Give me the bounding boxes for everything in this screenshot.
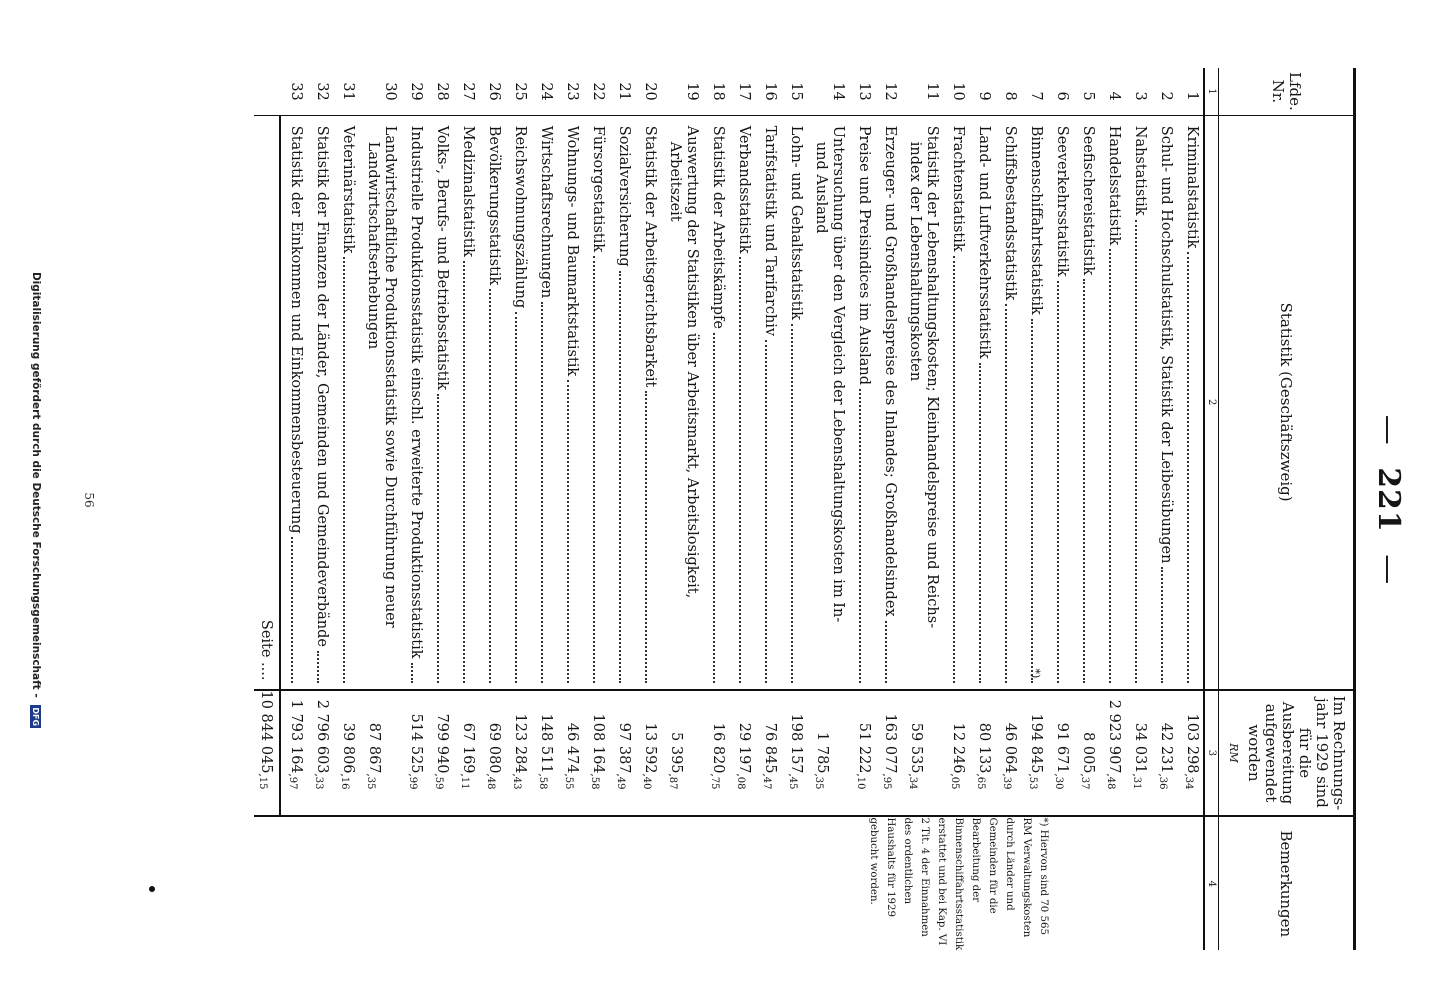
amount-decimal: ,53 — [1027, 773, 1038, 790]
col-number-2: 2 — [1204, 115, 1219, 689]
row-description — [307, 115, 333, 689]
row-label: Statistik der Lebenshaltungskosten; Kleinhandelspreise und Reichs- — [924, 125, 940, 629]
leader-dots — [1083, 279, 1085, 682]
row-number: 10 — [943, 68, 969, 115]
row-number: 18 — [703, 68, 729, 115]
row-label: Fürsorgestatistik — [590, 125, 606, 253]
amount-integer: 163 077 — [882, 713, 898, 774]
row-description — [401, 115, 427, 689]
footnote-marker: *) — [1029, 668, 1042, 679]
row-number: 20 — [635, 68, 661, 115]
digitization-note-text: Digitalisierung gefördert durch die Deutsche Forschungsgemeinschaft - — [30, 271, 42, 698]
row-number: 23 — [557, 68, 583, 115]
row-description — [729, 115, 755, 689]
row-label-line — [949, 126, 966, 685]
row-number: 14 — [807, 68, 849, 115]
remarks-spacer — [1052, 817, 1200, 950]
amount-decimal: ,39 — [1001, 773, 1012, 790]
amount-decimal: ,48 — [485, 773, 496, 790]
row-number: 21 — [609, 68, 635, 115]
row-amount — [755, 690, 781, 817]
row-label: Schiffsbestandsstatistik — [1002, 125, 1018, 301]
row-number: 25 — [505, 68, 531, 115]
amount-integer: 59 535 — [908, 722, 924, 774]
row-amount — [1177, 690, 1204, 817]
row-label: Handelsstatistik — [1106, 125, 1122, 246]
amount-integer: 69 080 — [486, 722, 502, 774]
amount-decimal: ,45 — [787, 773, 798, 790]
row-number: 3 — [1125, 68, 1151, 115]
row-number: 11 — [901, 68, 943, 115]
amount-decimal: ,75 — [709, 773, 720, 790]
row-number: 8 — [995, 68, 1021, 115]
total-label-cell — [254, 115, 280, 689]
header-amount — [1219, 690, 1355, 817]
amount-decimal: ,48 — [1105, 773, 1116, 790]
row-label-line — [1027, 126, 1044, 685]
row-number: 33 — [280, 68, 307, 115]
row-amount — [1021, 668, 1047, 817]
amount-decimal: ,35 — [365, 773, 376, 790]
row-label-line — [511, 126, 528, 685]
leader-dots — [713, 333, 715, 683]
row-number: 2 — [1151, 68, 1177, 115]
row-label-line — [339, 126, 356, 685]
row-label: Statistik der Arbeitsgerichtsbarkeit — [642, 125, 658, 388]
row-label-line — [1183, 126, 1200, 685]
row-amount — [1047, 690, 1073, 817]
row-label: Preise und Preisindices im Ausland — [856, 125, 872, 386]
leader-dots — [593, 256, 595, 682]
row-label: Statistik der Einkommen und Einkommensbesteuerung — [288, 125, 304, 534]
row-label: Kriminalstatistik — [1184, 125, 1200, 249]
row-number: 29 — [401, 68, 427, 115]
row-label: Industrielle Produktionsstatistik einschl. erweiterte Produktionsstatistik — [408, 125, 424, 659]
amount-integer: 46 474 — [564, 722, 580, 774]
row-label-line — [1131, 126, 1148, 685]
row-label: Wirtschaftsrechnungen — [538, 125, 554, 299]
row-description — [557, 115, 583, 689]
row-amount — [995, 690, 1021, 817]
amount-integer: 13 592 — [642, 722, 658, 774]
amount-integer: 1 785 — [814, 732, 830, 774]
row-description — [280, 115, 307, 689]
row-label-line — [881, 126, 898, 685]
leader-dots — [291, 537, 293, 682]
row-label: Binnenschiffahrtsstatistik — [1028, 125, 1044, 315]
leader-dots — [567, 380, 569, 682]
header-amount-unit: RM — [1227, 743, 1240, 763]
row-label-line — [709, 126, 726, 685]
amount-integer: 198 157 — [788, 713, 804, 774]
row-label: Bevölkerungsstatistik — [486, 125, 502, 286]
row-number: 7 — [1021, 68, 1047, 115]
row-description — [1151, 115, 1177, 689]
page-number-dash-right: — — [1371, 554, 1406, 586]
leader-dots — [1031, 319, 1033, 683]
amount-integer: 16 820 — [710, 722, 726, 774]
row-amount — [901, 690, 943, 817]
amount-integer: 42 231 — [1158, 722, 1174, 774]
row-description — [583, 115, 609, 689]
row-description — [333, 115, 359, 689]
row-label-line — [1157, 126, 1174, 685]
amount-integer: 514 525 — [408, 713, 424, 774]
row-description — [849, 115, 875, 689]
expenditure-table — [254, 68, 1356, 950]
row-label-continuation: Arbeitszeit — [667, 141, 683, 222]
row-amount — [807, 690, 849, 817]
row-number: 28 — [427, 68, 453, 115]
row-amount — [583, 690, 609, 817]
row-label: Schul- und Hochschulstatistik, Statistik der Leibesübungen — [1158, 125, 1174, 564]
amount-decimal: ,08 — [735, 773, 746, 790]
row-amount — [427, 690, 453, 817]
row-description — [1125, 115, 1151, 689]
row-amount — [875, 690, 901, 817]
scan-dot — [149, 886, 155, 892]
amount-integer: 148 511 — [538, 713, 554, 774]
amount-decimal: ,47 — [761, 773, 772, 790]
row-label: Wohnungs- und Baumarktstatistik — [564, 125, 580, 377]
total-amount — [254, 690, 280, 817]
row-number: 9 — [969, 68, 995, 115]
row-label-line — [407, 126, 424, 685]
row-number: 24 — [531, 68, 557, 115]
header-statistic: Statistik (Geschäftszweig) — [1219, 115, 1355, 689]
total-amount-integer: 10 844 045 — [258, 690, 274, 774]
leader-dots — [1057, 281, 1059, 683]
amount-integer: 108 164 — [590, 713, 606, 774]
row-label: Auswertung der Statistiken über Arbeitsmarkt, Arbeitslosigkeit, — [684, 125, 700, 599]
row-amount — [703, 690, 729, 817]
leader-dots — [739, 257, 741, 682]
amount-decimal: ,16 — [339, 773, 350, 790]
row-description — [1047, 115, 1073, 689]
amount-decimal: ,43 — [511, 773, 522, 790]
leader-dots — [317, 651, 319, 683]
row-label: Statistik der Finanzen der Länder, Gemeinden und Gemeindeverbände — [314, 125, 330, 647]
leader-dots — [463, 261, 465, 682]
amount-integer: 194 845 — [1028, 713, 1044, 774]
row-description — [661, 115, 703, 689]
amount-decimal: ,37 — [1079, 773, 1090, 790]
leader-dots — [859, 389, 861, 682]
row-label: Tarifstatistik und Tarifarchiv — [762, 125, 778, 337]
amount-integer: 67 169 — [460, 722, 476, 774]
row-description — [479, 115, 505, 689]
amount-integer: 39 806 — [340, 722, 356, 774]
row-amount — [401, 690, 427, 817]
amount-decimal: ,10 — [855, 773, 866, 790]
row-amount — [969, 690, 995, 817]
row-label: Seeverkehrsstatistik — [1054, 125, 1070, 277]
row-label-line — [287, 126, 304, 685]
row-description — [427, 115, 453, 689]
row-description — [1073, 115, 1099, 689]
amount-integer: 103 298 — [1184, 713, 1200, 774]
row-description — [781, 115, 807, 689]
row-description — [359, 115, 401, 689]
leader-dots — [1161, 567, 1163, 682]
amount-decimal: ,49 — [615, 773, 626, 790]
row-description — [969, 115, 995, 689]
row-amount — [661, 690, 703, 817]
amount-integer: 123 284 — [512, 713, 528, 774]
leader-dots — [343, 257, 345, 682]
row-label: Seefischereistatistik — [1080, 125, 1096, 276]
row-label: Veterinärstatistik — [340, 125, 356, 254]
row-amount — [1151, 690, 1177, 817]
row-amount — [557, 690, 583, 817]
amount-decimal: ,30 — [1053, 773, 1064, 790]
amount-decimal: ,34 — [1183, 773, 1194, 790]
total-amount-decimal: ,15 — [257, 773, 268, 790]
row-label-line — [313, 126, 330, 685]
row-number: 19 — [661, 68, 703, 115]
header-remarks: Bemerkungen — [1219, 816, 1355, 950]
leader-dots — [979, 363, 981, 683]
leader-dots — [765, 340, 767, 682]
row-label: Volks-, Berufs- und Betriebsstatistik — [434, 125, 450, 391]
row-label-line — [537, 126, 554, 685]
row-description — [875, 115, 901, 689]
row-label-line — [1001, 126, 1018, 685]
total-label: Seite — [258, 619, 274, 658]
row-amount — [943, 690, 969, 817]
table-row — [1177, 68, 1204, 950]
row-amount — [531, 690, 557, 817]
row-label: Reichswohnungszählung — [512, 125, 528, 309]
row-description — [505, 115, 531, 689]
row-number: 4 — [1099, 68, 1125, 115]
row-label-line — [615, 126, 632, 685]
row-label: Verbandsstatistik — [736, 125, 752, 254]
row-description — [1099, 115, 1125, 689]
leader-dots — [411, 663, 413, 683]
amount-decimal: ,05 — [949, 773, 960, 790]
row-label-line — [1105, 126, 1122, 685]
amount-integer: 91 671 — [1054, 722, 1070, 774]
amount-decimal: ,34 — [907, 773, 918, 790]
amount-integer: 799 940 — [434, 713, 450, 774]
row-number: 12 — [875, 68, 901, 115]
row-label: Lohn- und Gehaltsstatistik — [788, 125, 804, 321]
table-body — [254, 68, 1204, 950]
leader-dots — [645, 391, 647, 682]
leader-dots — [541, 302, 543, 682]
row-amount — [479, 690, 505, 817]
row-number: 26 — [479, 68, 505, 115]
total-empty-cell — [254, 68, 280, 115]
row-label-line — [563, 126, 580, 685]
amount-decimal: ,55 — [563, 773, 574, 790]
amount-decimal: ,95 — [881, 773, 892, 790]
row-number: 32 — [307, 68, 333, 115]
amount-decimal: ,59 — [433, 773, 444, 790]
row-description — [1021, 115, 1047, 689]
amount-integer: 87 867 — [366, 722, 382, 774]
row-label-continuation: index der Lebenshaltungskosten — [907, 141, 923, 382]
row-number: 5 — [1073, 68, 1099, 115]
amount-decimal: ,11 — [459, 773, 470, 790]
row-label-line — [641, 126, 658, 685]
page-number — [1371, 0, 1406, 1000]
header-row-number: Lfde. Nr. — [1219, 68, 1355, 115]
row-number: 22 — [583, 68, 609, 115]
row-label-continuation-line — [906, 126, 923, 685]
footnote-remark: *) Hiervon sind 70 565 RM Verwaltungskosten durch Länder und Gemeinden für die Bearbeitung der Binnenschiffahrtsstatistik erstattet und bei Kap. VI 2 Tit. 4 der Einnahmen des ordentlichen Haushalts für 1929 gebucht worden. — [868, 817, 1049, 951]
amount-decimal: ,65 — [975, 773, 986, 790]
leader-dots — [619, 271, 621, 683]
row-number: 27 — [453, 68, 479, 115]
row-amount — [280, 690, 307, 817]
row-amount — [729, 690, 755, 817]
row-description — [901, 115, 943, 689]
row-label-continuation-line — [666, 126, 683, 685]
leader-dots — [953, 256, 955, 683]
amount-integer: 2 796 603 — [314, 699, 330, 774]
row-description — [531, 115, 557, 689]
leader-dots — [1109, 249, 1111, 682]
row-amount — [505, 690, 531, 817]
amount-decimal: ,58 — [537, 773, 548, 790]
amount-decimal: ,40 — [641, 773, 652, 790]
amount-integer: 80 133 — [976, 722, 992, 774]
amount-integer: 5 395 — [668, 732, 684, 774]
row-description — [635, 115, 661, 689]
footer-page-number: 56 — [82, 492, 96, 508]
remarks-cell — [254, 816, 1204, 950]
row-amount — [307, 690, 333, 817]
row-amount — [635, 690, 661, 817]
row-label-line — [485, 126, 502, 685]
row-label: Medizinalstatistik — [460, 125, 476, 258]
page-number-dash-left: — — [1371, 414, 1406, 446]
row-label-line — [975, 126, 992, 685]
row-label: Sozialversicherung — [616, 125, 632, 267]
leader-dots — [1005, 304, 1007, 682]
header-amount-text: Im Rechnungs- jahr 1929 sind für die Ausbereitung aufgewendet worden — [1245, 695, 1348, 811]
row-label: Erzeuger- und Großhandelspreise des Inlandes; Großhandelsindex — [882, 125, 898, 617]
leader-dots — [1135, 220, 1137, 683]
amount-integer: 1 793 164 — [288, 699, 304, 774]
row-amount — [333, 690, 359, 817]
amount-decimal: ,33 — [313, 773, 324, 790]
leader-dots — [791, 324, 793, 682]
row-label-continuation-line — [812, 126, 829, 685]
row-label-line — [735, 126, 752, 685]
row-amount — [849, 690, 875, 817]
amount-decimal: ,35 — [813, 773, 824, 790]
leader-dots — [515, 312, 517, 682]
row-label-continuation: Landwirtschaftserhebungen — [365, 141, 381, 350]
dfg-logo: DFG — [31, 707, 41, 727]
amount-integer: 97 387 — [616, 722, 632, 774]
row-amount — [453, 690, 479, 817]
digitization-note — [30, 0, 42, 1000]
row-amount — [781, 690, 807, 817]
row-number: 1 — [1177, 68, 1204, 115]
row-label-line — [855, 126, 872, 685]
amount-decimal: ,87 — [667, 773, 678, 790]
leader-dots — [489, 289, 491, 682]
amount-integer: 8 005 — [1080, 732, 1096, 774]
amount-integer: 2 923 907 — [1106, 699, 1122, 774]
row-description — [943, 115, 969, 689]
amount-decimal: ,99 — [407, 773, 418, 790]
leader-dots — [437, 394, 439, 682]
col-number-1: 1 — [1204, 68, 1219, 115]
amount-integer: 51 222 — [856, 722, 872, 774]
row-description — [1177, 115, 1204, 689]
page-number-value: 221 — [1371, 467, 1406, 533]
amount-decimal: ,36 — [1157, 773, 1168, 790]
row-description — [453, 115, 479, 689]
row-label: Statistik der Arbeitskämpfe — [710, 125, 726, 329]
row-number: 17 — [729, 68, 755, 115]
row-label: Untersuchung über den Vergleich der Lebenshaltungskosten im In- — [830, 125, 846, 623]
leader-dots — [885, 621, 887, 683]
amount-integer: 34 031 — [1132, 722, 1148, 774]
row-amount — [609, 690, 635, 817]
row-label: Landwirtschaftliche Produktionsstatistik sowie Durchführung neuer — [382, 125, 398, 628]
row-label-line — [433, 126, 450, 685]
amount-integer: 46 064 — [1002, 722, 1018, 774]
row-label: Frachtenstatistik — [950, 125, 966, 252]
amount-decimal: ,58 — [589, 773, 600, 790]
row-description — [807, 115, 849, 689]
row-description — [609, 115, 635, 689]
amount-integer: 76 845 — [762, 722, 778, 774]
row-number: 16 — [755, 68, 781, 115]
row-number: 6 — [1047, 68, 1073, 115]
row-description — [703, 115, 729, 689]
row-amount — [1125, 690, 1151, 817]
amount-integer: 29 197 — [736, 722, 752, 774]
row-number: 30 — [359, 68, 401, 115]
amount-decimal: ,31 — [1131, 773, 1142, 790]
row-amount — [1099, 690, 1125, 817]
row-label-continuation: und Ausland — [813, 141, 829, 234]
col-number-3: 3 — [1204, 690, 1219, 817]
col-number-4: 4 — [1204, 816, 1219, 950]
row-label: Land- und Luftverkehrsstatistik — [976, 125, 992, 359]
leader-dots — [1187, 252, 1189, 682]
row-label-continuation-line — [364, 126, 381, 685]
amount-decimal: ,97 — [287, 773, 298, 790]
row-label-line — [1053, 126, 1070, 685]
row-label-line — [787, 126, 804, 685]
row-number: 13 — [849, 68, 875, 115]
row-description — [995, 115, 1021, 689]
row-number: 31 — [333, 68, 359, 115]
row-label: Nahstatistik — [1132, 125, 1148, 216]
row-description — [755, 115, 781, 689]
row-label-line — [459, 126, 476, 685]
amount-integer: 12 246 — [950, 722, 966, 774]
row-number: 15 — [781, 68, 807, 115]
row-label-line — [589, 126, 606, 685]
row-label-line — [761, 126, 778, 685]
total-label-dots: .... — [258, 657, 274, 681]
row-amount — [359, 690, 401, 817]
row-amount — [1073, 690, 1099, 817]
row-label-line — [1079, 126, 1096, 685]
